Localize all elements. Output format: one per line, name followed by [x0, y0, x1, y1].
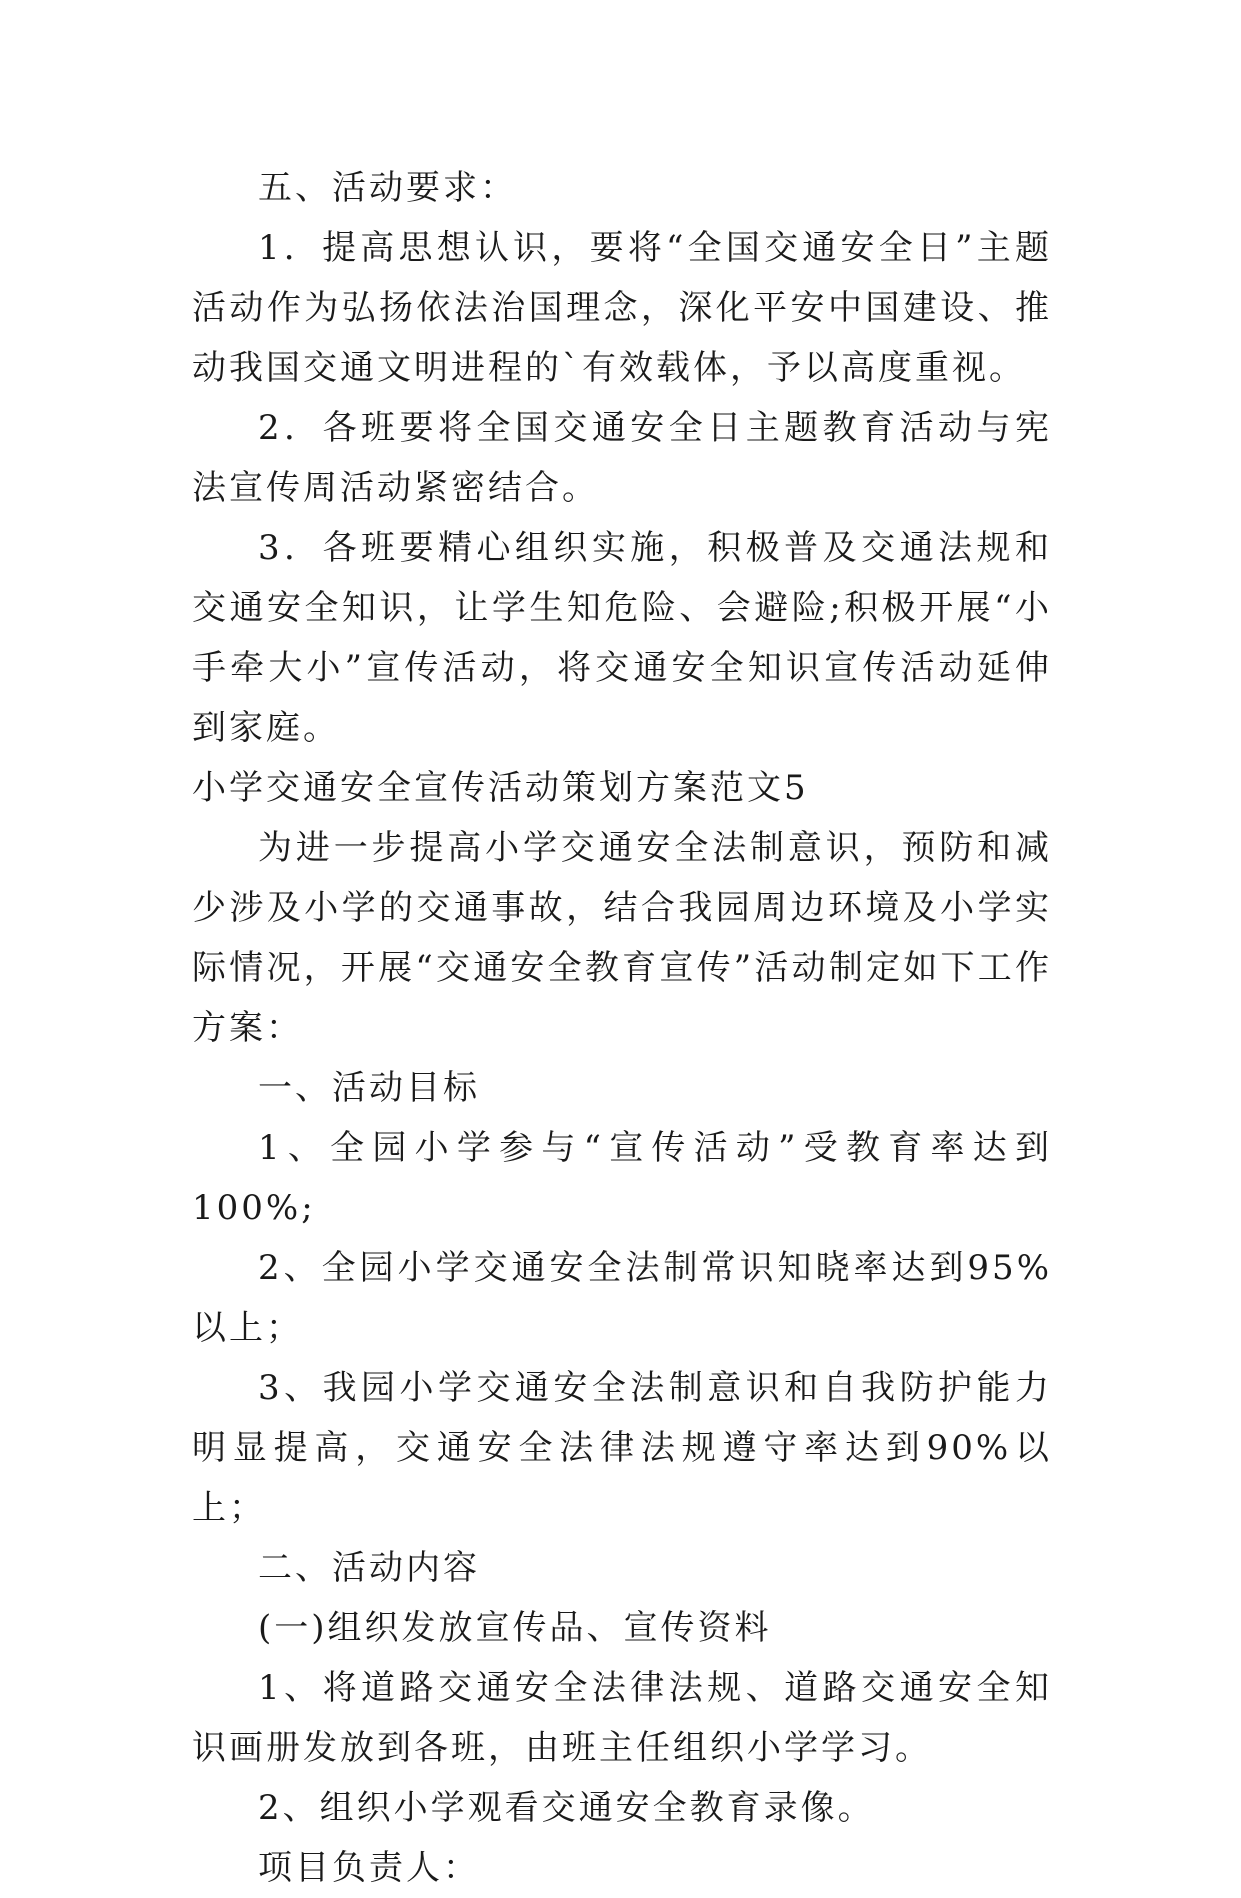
paragraph-goal-3: 3、我园小学交通安全法制意识和自我防护能力明显提高，交通安全法律法规遵守率达到90%以上； — [192, 1368, 1052, 1528]
paragraph-goal-1: 1、全园小学参与“宣传活动”受教育率达到100%; — [192, 1128, 1052, 1228]
paragraph-sample-title: 小学交通安全宣传活动策划方案范文5 — [192, 768, 809, 808]
paragraph-section-two-heading: 二、活动内容 — [258, 1548, 480, 1588]
paragraph-subsection-one-heading: (一)组织发放宣传品、宣传资料 — [258, 1608, 772, 1648]
paragraph-goal-2: 2、全园小学交通安全法制常识知晓率达到95%以上； — [192, 1248, 1052, 1348]
paragraph-requirement-1: 1．提高思想认识，要将“全国交通安全日”主题活动作为弘扬依法治国理念，深化平安中国建设、推动我国交通文明进程的`有效载体，予以高度重视。 — [192, 228, 1052, 388]
paragraph-section-five-heading: 五、活动要求： — [258, 168, 517, 208]
paragraph-project-lead: 项目负责人： — [258, 1848, 480, 1888]
paragraph-content-2: 2、组织小学观看交通安全教育录像。 — [258, 1788, 875, 1828]
paragraph-requirement-3: 3．各班要精心组织实施，积极普及交通法规和交通安全知识，让学生知危险、会避险;积极开展“小手牵大小”宣传活动，将交通安全知识宣传活动延伸到家庭。 — [192, 528, 1052, 748]
paragraph-intro: 为进一步提高小学交通安全法制意识，预防和减少涉及小学的交通事故，结合我园周边环境及小学实际情况，开展“交通安全教育宣传”活动制定如下工作方案： — [192, 828, 1052, 1048]
document-body — [192, 158, 1052, 1898]
paragraph-requirement-2: 2．各班要将全国交通安全日主题教育活动与宪法宣传周活动紧密结合。 — [192, 408, 1052, 508]
paragraph-section-one-heading: 一、活动目标 — [258, 1068, 480, 1108]
paragraph-content-1: 1、将道路交通安全法律法规、道路交通安全知识画册发放到各班，由班主任组织小学学习。 — [192, 1668, 1052, 1768]
